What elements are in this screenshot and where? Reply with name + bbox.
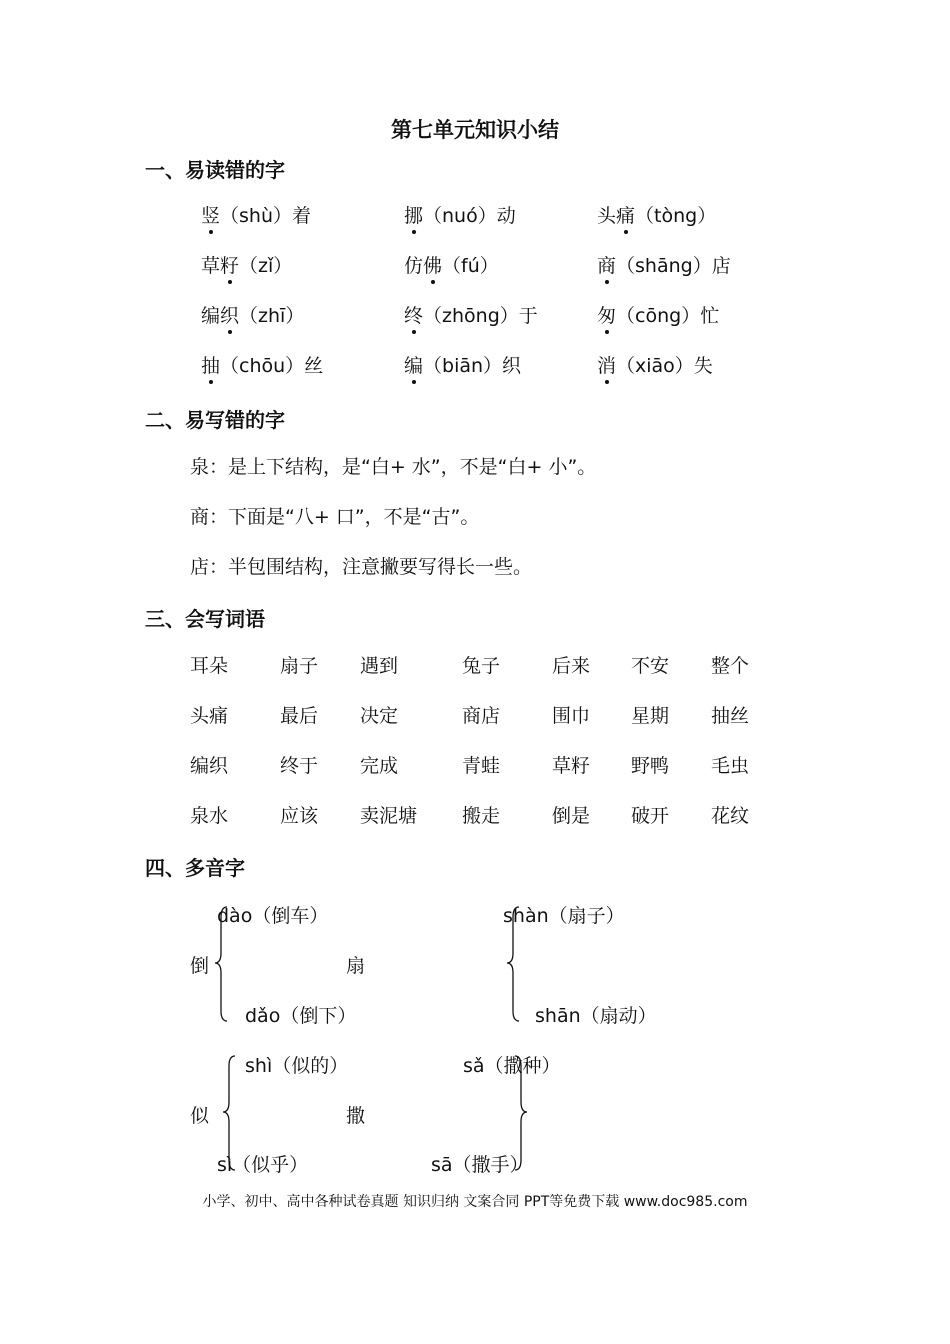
- read-error-item: 头痛（tòng）: [597, 201, 716, 228]
- polyphone-reading: sā（撒手）: [431, 1154, 529, 1176]
- word-item: 遇到: [360, 655, 399, 677]
- word-item: 整个: [711, 655, 750, 677]
- read-error-item: 草籽（zǐ）: [201, 251, 292, 278]
- word-item: 草籽: [552, 755, 591, 777]
- page-title: 第七单元知识小结: [391, 118, 559, 142]
- polyphone-char: 似: [190, 1105, 210, 1127]
- polyphone-reading: dǎo（倒下）: [245, 1005, 357, 1027]
- word-item: 青蛙: [462, 755, 501, 777]
- polyphone-char: 倒: [190, 955, 210, 977]
- read-error-item: 挪（nuó）动: [404, 201, 516, 228]
- emphasis-dot-char: 消: [597, 351, 616, 378]
- word-item: 耳朵: [190, 655, 229, 677]
- brace-icon: [504, 905, 524, 1023]
- brace-icon: [220, 1054, 240, 1172]
- polyphone-reading: dào（倒车）: [217, 905, 329, 927]
- word-item: 终于: [280, 755, 319, 777]
- emphasis-dot-char: 商: [597, 251, 616, 278]
- read-error-item: 竖（shù）着: [201, 201, 311, 228]
- word-item: 最后: [280, 705, 319, 727]
- polyphone-reading: shì（似的）: [245, 1055, 349, 1077]
- word-item: 星期: [631, 705, 670, 727]
- brace-icon: [510, 1054, 530, 1172]
- emphasis-dot-char: 挪: [404, 201, 423, 228]
- read-error-item: 匆（cōng）忙: [597, 301, 719, 328]
- read-error-item: 终（zhōng）于: [404, 301, 538, 328]
- write-error-line: 店：半包围结构，注意撇要写得长一些。: [190, 556, 533, 578]
- emphasis-dot-char: 终: [404, 301, 423, 328]
- word-item: 后来: [552, 655, 591, 677]
- emphasis-dot-char: 竖: [201, 201, 220, 228]
- word-item: 抽丝: [711, 705, 750, 727]
- page-footer: 小学、初中、高中各种试卷真题 知识归纳 文案合同 PPT等免费下载 www.doc985.com: [202, 1194, 748, 1210]
- polyphone-char: 扇: [346, 955, 366, 977]
- read-error-item: 商（shāng）店: [597, 251, 731, 278]
- read-error-item: 消（xiāo）失: [597, 351, 713, 378]
- section-heading-words: 三、会写词语: [145, 607, 265, 631]
- word-item: 野鸭: [631, 755, 670, 777]
- brace-icon: [212, 905, 232, 1023]
- polyphone-reading: sì（似乎）: [217, 1154, 309, 1176]
- read-error-item: 编（biān）织: [404, 351, 521, 378]
- section-heading-polyphones: 四、多音字: [145, 856, 245, 880]
- polyphone-char: 撒: [346, 1105, 366, 1127]
- polyphone-reading: shàn（扇子）: [503, 905, 625, 927]
- word-item: 花纹: [711, 805, 750, 827]
- emphasis-dot-char: 佛: [423, 251, 442, 278]
- word-item: 倒是: [552, 805, 591, 827]
- polyphone-reading: sǎ（撒种）: [463, 1055, 561, 1077]
- word-item: 不安: [631, 655, 670, 677]
- word-item: 完成: [360, 755, 399, 777]
- write-error-line: 泉：是上下结构，是“白+ 水”，不是“白+ 小”。: [190, 456, 597, 478]
- word-item: 头痛: [190, 705, 229, 727]
- word-item: 围巾: [552, 705, 591, 727]
- emphasis-dot-char: 抽: [201, 351, 220, 378]
- word-item: 编织: [190, 755, 229, 777]
- read-error-item: 抽（chōu）丝: [201, 351, 323, 378]
- section-heading-read-errors: 一、易读错的字: [145, 158, 285, 182]
- polyphone-reading: shān（扇动）: [535, 1005, 657, 1027]
- emphasis-dot-char: 籽: [220, 251, 239, 278]
- emphasis-dot-char: 匆: [597, 301, 616, 328]
- emphasis-dot-char: 痛: [616, 201, 635, 228]
- word-item: 应该: [280, 805, 319, 827]
- word-item: 兔子: [462, 655, 501, 677]
- word-item: 搬走: [462, 805, 501, 827]
- emphasis-dot-char: 编: [404, 351, 423, 378]
- word-item: 商店: [462, 705, 501, 727]
- word-item: 破开: [631, 805, 670, 827]
- write-error-line: 商：下面是“八+ 口”，不是“古”。: [190, 506, 480, 528]
- read-error-item: 编织（zhī）: [201, 301, 304, 328]
- section-heading-write-errors: 二、易写错的字: [145, 408, 285, 432]
- read-error-item: 仿佛（fú）: [404, 251, 499, 278]
- emphasis-dot-char: 织: [220, 301, 239, 328]
- word-item: 卖泥塘: [360, 805, 418, 827]
- word-item: 决定: [360, 705, 399, 727]
- word-item: 毛虫: [711, 755, 750, 777]
- word-item: 扇子: [280, 655, 319, 677]
- word-item: 泉水: [190, 805, 229, 827]
